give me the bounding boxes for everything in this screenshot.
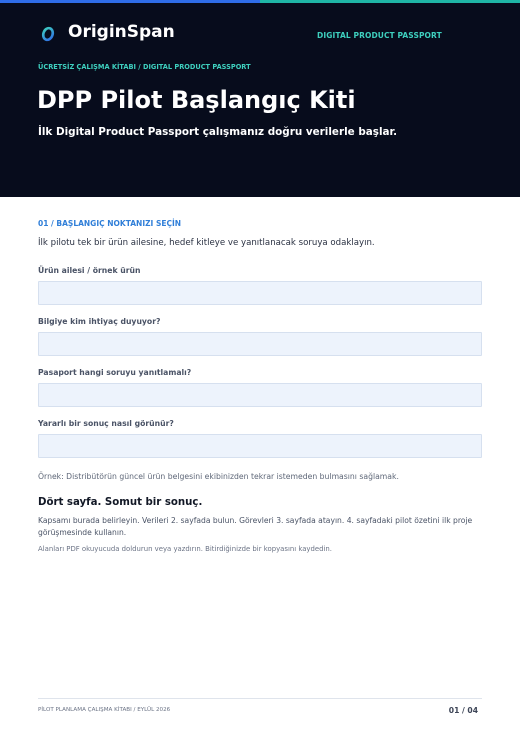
footer-label: PİLOT PLANLAMA ÇALIŞMA KİTABI / EYLÜL 2026	[38, 707, 171, 713]
page-number: 01 / 04	[448, 706, 478, 715]
section-label: 01 / BAŞLANGIÇ NOKTANIZI SEÇİN	[38, 219, 182, 228]
field-label-product-family: Ürün ailesi / örnek ürün	[38, 266, 141, 275]
brand-name: OriginSpan	[68, 22, 175, 42]
origin-ring-icon	[40, 26, 56, 42]
page-subtitle: İlk Digital Product Passport çalışmanız doğru verilerle başlar.	[38, 126, 398, 138]
audience-input[interactable]	[38, 332, 482, 356]
example-text: Örnek: Distribütörün güncel ürün belgesini ekibinizden tekrar istemeden bulmasını sağlamak.	[38, 472, 399, 481]
page-title: DPP Pilot Başlangıç Kiti	[37, 86, 356, 114]
field-label-question: Pasaport hangi soruyu yanıtlamalı?	[38, 368, 192, 377]
footer-divider	[38, 698, 482, 699]
fill-note: Alanları PDF okuyucuda doldurun veya yazdırın. Bitirdiğinizde bir kopyasını kaydedin.	[38, 545, 332, 553]
summary-heading: Dört sayfa. Somut bir sonuç.	[38, 497, 203, 508]
eyebrow-label: ÜCRETSİZ ÇALIŞMA KİTABI / DIGITAL PRODUCT PASSPORT	[38, 63, 251, 71]
section-intro: İlk pilotu tek bir ürün ailesine, hedef kitleye ve yanıtlanacak soruya odaklayın.	[38, 238, 375, 248]
accent-bar-blue	[0, 0, 260, 3]
header-tag: DIGITAL PRODUCT PASSPORT	[317, 31, 442, 40]
field-label-audience: Bilgiye kim ihtiyaç duyuyor?	[38, 317, 161, 326]
summary-text: Kapsamı burada belirleyin. Verileri 2. sayfada bulun. Görevleri 3. sayfada atayın. 4. sayfadaki pilot özetini ilk proje görüşmesinde kullanın.	[38, 516, 473, 537]
question-input[interactable]	[38, 383, 482, 407]
accent-bar-teal	[260, 0, 520, 3]
product-family-input[interactable]	[38, 281, 482, 305]
hero-banner	[0, 0, 520, 197]
field-label-outcome: Yararlı bir sonuç nasıl görünür?	[38, 419, 174, 428]
outcome-input[interactable]	[38, 434, 482, 458]
